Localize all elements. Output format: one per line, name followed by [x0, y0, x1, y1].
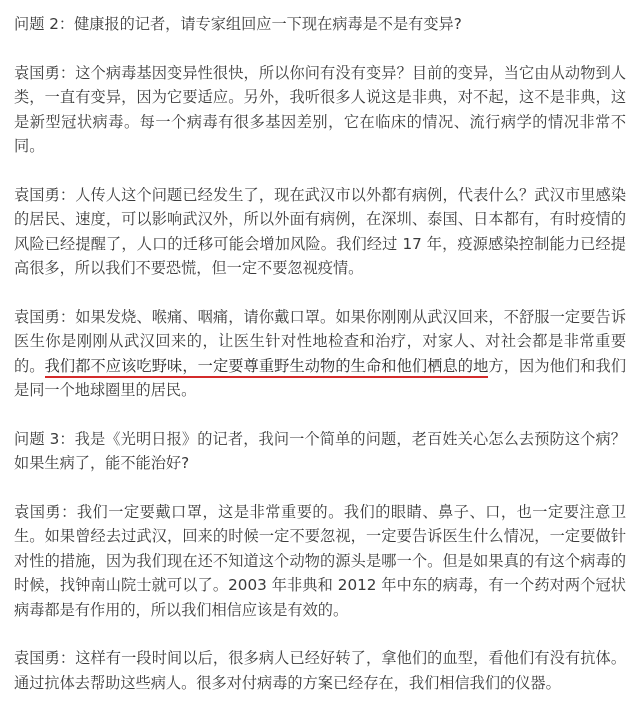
- answer-3-after-text: 方，因为他们和我们是同一个地球圈里的居民。: [14, 356, 627, 399]
- answer-paragraph-5: 袁国勇：这样有一段时间以后，很多病人已经好转了，拿他们的血型，看他们有没有抗体。通过抗体去帮助这些病人。很多对付病毒的方案已经存在，我们相信我们的仪器。: [14, 649, 626, 692]
- answer-paragraph-2: 袁国勇：人传人这个问题已经发生了，现在武汉市以外都有病例，代表什么？武汉市里感染的居民、速度，可以影响武汉外，所以外面有病例，在深圳、泰国、日本都有，有时疫情的风险已经提醒了，人口的迁移可能会增加风险。我们经过 17 年，疫源感染控制能力已经提高很多，所以我们不要恐慌，但一定不要忽视疫情。: [14, 185, 626, 277]
- answer-paragraph-1: 袁国勇：这个病毒基因变异性很快，所以你问有没有变异？目前的变异，当它由从动物到人类，一直有变异，因为它要适应。另外，我听很多人说这是非典，对不起，这不是非典，这是新型冠状病毒。每一个病毒有很多基因差别，它在临床的情况、流行病学的情况非常不同。: [14, 63, 626, 155]
- answer-paragraph-4: 袁国勇：我们一定要戴口罩，这是非常重要的。我们的眼睛、鼻子、口，也一定要注意卫生。如果曾经去过武汉，回来的时候一定不要忽视，一定要告诉医生什么情况，一定要做针对性的措施，因为我们现在还不知道这个动物的源头是哪一个。但是如果真的有这个病毒的时候，找钟南山院士就可以了。2003 年非典和 2012 年中东的病毒，有一个药对两个冠状病毒都是有作用的，所以我们相信应该是有效的。: [14, 502, 626, 619]
- question-2-paragraph: 问题 2：健康报的记者，请专家组回应一下现在病毒是不是有变异?: [14, 15, 462, 33]
- answer-3-before-text: 袁国勇：如果发烧、喉痛、咽痛，请你戴口罩。如果你刚刚从武汉回来，不舒服一定要告诉医生你是刚刚从武汉回来的，让医生针对性地检查和治疗，对家人、对社会都是非常重要的。: [14, 307, 626, 375]
- answer-paragraph-3: [14, 305, 626, 403]
- underlined-highlight-text: 我们都不应该吃野味，一定要尊重野生动物的生命和他们栖息的地: [45, 357, 489, 378]
- question-3-paragraph: 问题 3：我是《光明日报》的记者，我问一个简单的问题，老百姓关心怎么去预防这个病？如果生病了，能不能治好?: [14, 429, 626, 472]
